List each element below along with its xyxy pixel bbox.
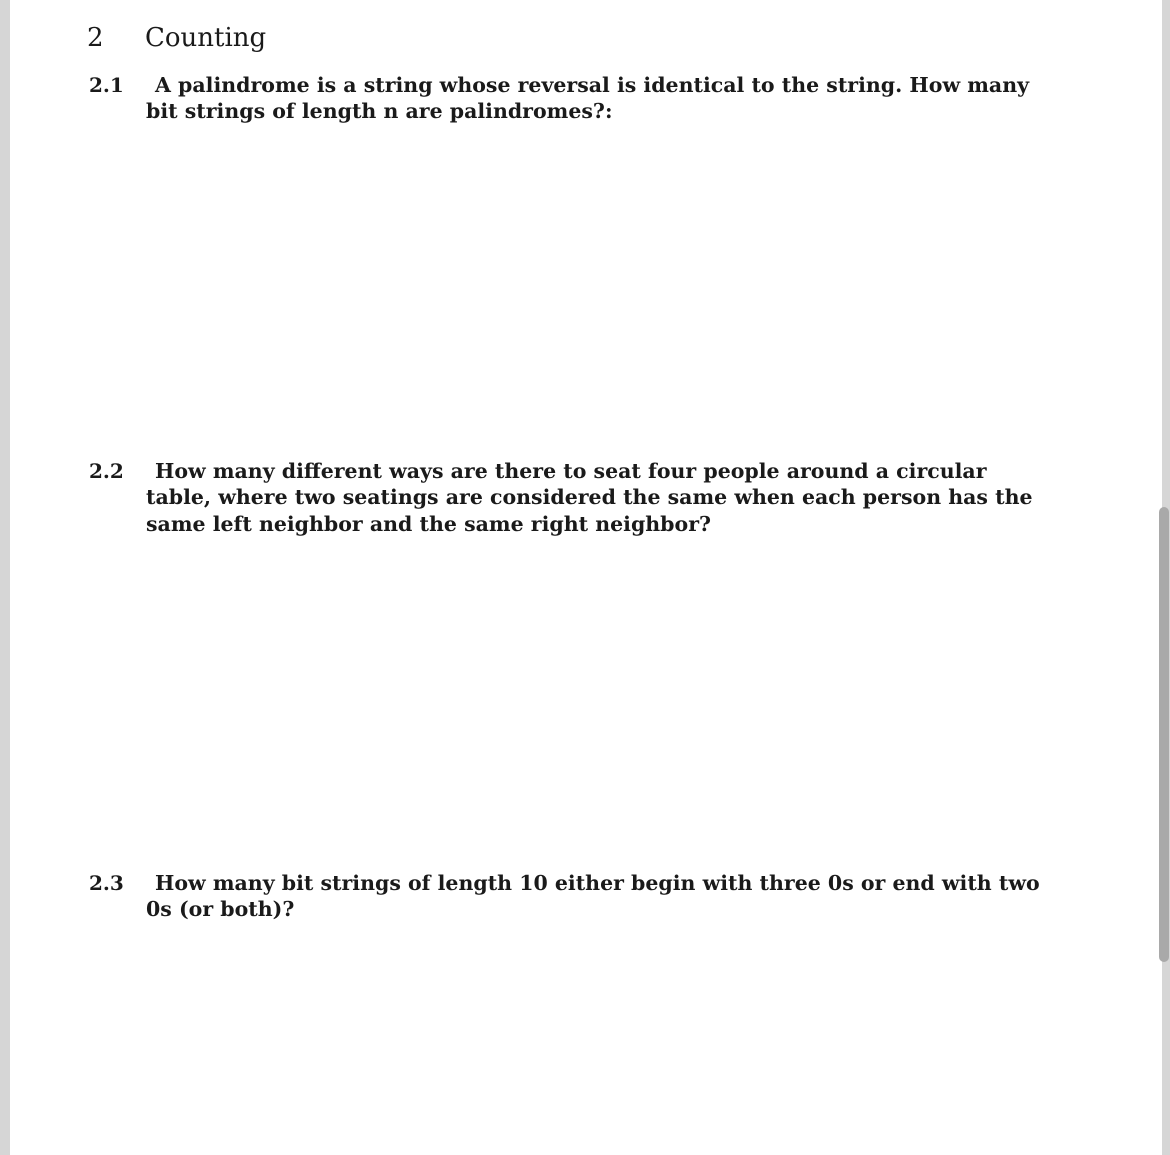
scrollbar-thumb[interactable] — [1159, 507, 1169, 962]
problem-item — [89, 458, 1069, 537]
problem-text: A palindrome is a string whose reversal is identical to the string. How many bit strings of length n are palindromes?: — [146, 73, 1030, 124]
problem-number: 2.1 — [89, 73, 124, 97]
problem-text: How many bit strings of length 10 either begin with three 0s or end with two 0s (or both)? — [146, 871, 1040, 922]
document-page — [10, 0, 1162, 1155]
problem-text: How many different ways are there to seat four people around a circular table, where two seatings are considered the same when each person has the same left neighbor and the same right neighbor? — [146, 459, 1033, 536]
section-heading — [87, 22, 266, 54]
vertical-scrollbar[interactable] — [1158, 0, 1170, 1155]
problem-number: 2.3 — [89, 871, 124, 895]
section-title: Counting — [145, 23, 267, 53]
problem-number: 2.2 — [89, 459, 124, 483]
section-number: 2 — [87, 23, 104, 53]
problem-item — [89, 72, 1069, 125]
problem-item — [89, 870, 1069, 923]
